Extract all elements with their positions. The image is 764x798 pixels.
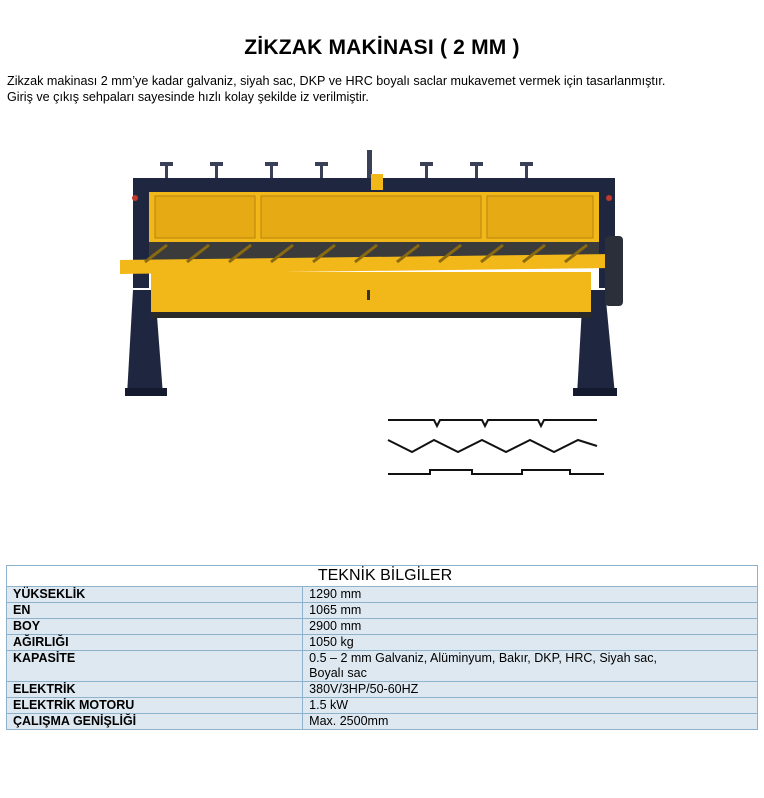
spec-heading: TEKNİK BİLGİLER [7,566,758,587]
spec-key: AĞIRLIĞI [7,635,303,651]
intro-text [7,73,759,105]
table-row [7,698,758,714]
profile-line-1 [388,420,597,426]
spec-value: 380V/3HP/50-60HZ [303,682,758,698]
spec-value: 1.5 kW [303,698,758,714]
table-row [7,587,758,603]
spec-key: YÜKSEKLİK [7,587,303,603]
table-row [7,682,758,698]
profile-line-2 [388,440,597,452]
spec-key: KAPASİTE [7,651,303,682]
spec-value: Max. 2500mm [303,714,758,730]
spec-value: 2900 mm [303,619,758,635]
spec-key: BOY [7,619,303,635]
spec-value-line-2: Boyalı sac [309,666,367,680]
profile-line-3 [388,470,604,474]
table-row [7,619,758,635]
table-row [7,714,758,730]
machine-lower-body [151,272,591,314]
spec-key: EN [7,603,303,619]
spec-value [303,651,758,682]
zigzag-profile-diagram [382,410,614,482]
spec-value: 1065 mm [303,603,758,619]
spec-value: 1290 mm [303,587,758,603]
spec-value: 1050 kg [303,635,758,651]
intro-line-1: Zikzak makinası 2 mm’ye kadar galvaniz, siyah sac, DKP ve HRC boyalı saclar mukavemet vermek için tasarlanmıştır. [7,74,666,88]
spec-value-line-1: 0.5 – 2 mm Galvaniz, Alüminyum, Bakır, DKP, HRC, Siyah sac, [309,651,657,665]
table-row [7,603,758,619]
spec-table [6,565,758,730]
page-title: ZİKZAK MAKİNASI ( 2 MM ) [244,36,520,59]
spec-key: ÇALIŞMA GENİŞLİĞİ [7,714,303,730]
table-row [7,635,758,651]
intro-line-2: Giriş ve çıkış sehpaları sayesinde hızlı kolay şekilde iz verilmiştir. [7,90,369,104]
machine-image [105,150,625,402]
table-row [7,651,758,682]
spec-key: ELEKTRİK [7,682,303,698]
spec-key: ELEKTRİK MOTORU [7,698,303,714]
machine-motor [605,236,623,306]
